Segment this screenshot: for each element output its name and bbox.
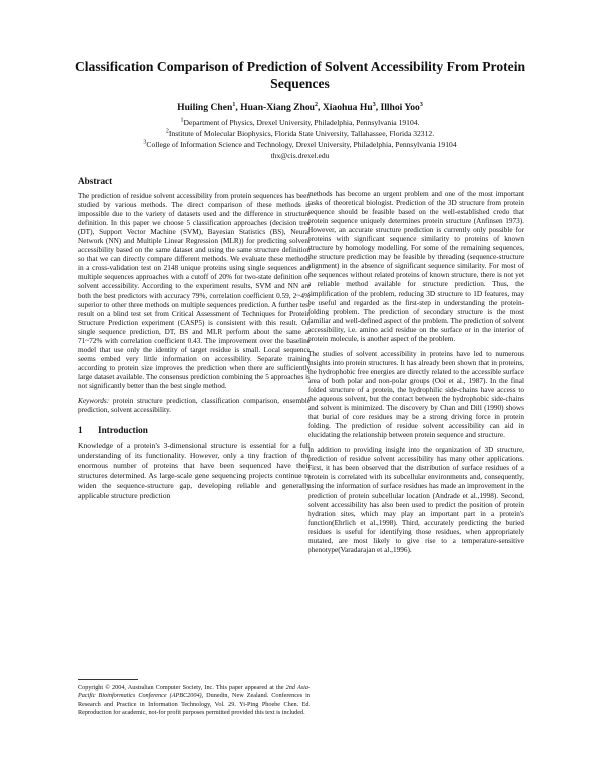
abstract-heading: Abstract xyxy=(78,176,113,186)
author-sup: 1 xyxy=(232,101,236,108)
introduction-heading xyxy=(78,425,310,436)
keywords xyxy=(78,397,310,415)
copyright-notice: Copyright © 2004, Australian Computer Society, Inc. This paper appeared at the 2nd Asia-Pacific Bioinformatics Conference (APBC2004), Dunedin, New Zealand. Conferences in Research and Practice in Information Technology, Vol. 29. Yi-Ping Phoebe Chen. Ed. Reproduction for academic, not-for profit purposes permitted provided this text is included. xyxy=(78,684,311,716)
author-list: Huiling Chen$^1$, Huan-Xiang Zhou$^2$, Xiaohua Hu$^3$, Illhoi Yoo$^3$ xyxy=(177,101,423,113)
section-title: Introduction xyxy=(98,425,148,436)
affiliation-list xyxy=(60,117,540,161)
affiliation: $^2$Institute of Molecular Biophysics, Florida State University, Tallahassee, Florida 32312. xyxy=(165,128,435,138)
author-name: Huan-Xiang Zhou xyxy=(240,102,316,113)
affiliation: $^3$College of Information Science and Technology, Drexel University, Philadelphia, Pennsylvania 19104 xyxy=(143,139,457,149)
author-name: Xiaohua Hu xyxy=(322,102,373,113)
body-paragraph: In addition to providing insight into the organization of 3D structure, prediction of residue solvent accessibility has many other applications. First, it has been observed that the distribution of surface residues of a protein is correlated with its subcellular environments and, consequently, using the information of surface residues has made an improvement in the prediction of protein subcellular location (Andrade et al.,1998). Second, solvent accessibility has also been used to predict the position of protein hydration sites, which may play an important part in a protein's function(Ehrlich et al.,1998). Third, accurately predicting the buried residues is useful for identifying those residues, when appropriately mutated, are most likely to give rise to a temperature-sensitive phenotype(Varadarajan et al.,1996). xyxy=(308,446,524,554)
right-column xyxy=(308,190,524,561)
author-email: thx@cis.drexel.edu xyxy=(270,151,330,160)
paper-title: Classification Comparison of Prediction of Solvent Accessibility From Protein Sequences xyxy=(74,59,526,91)
footnote-divider xyxy=(78,679,138,680)
author-sup: 3 xyxy=(372,101,376,108)
author-sup: 2 xyxy=(315,101,319,108)
author-sup: 3 xyxy=(419,101,423,108)
author-name: Huiling Chen xyxy=(177,102,233,113)
keywords-label: Keywords: xyxy=(78,397,110,406)
affiliation: $^1$Department of Physics, Drexel University, Philadelphia, Pennsylvania 19104. xyxy=(180,117,420,127)
body-paragraph: methods has become an urgent problem and one of the most important tasks of theoretical biologist. Prediction of the 3D structure from protein sequence should be feasible based on the well-established credo that protein sequence uniquely determines protein structure (Anfinsen 1973). However, an accurate structure prediction is currently only possible for proteins with significant sequence similarity to proteins of known structure by homology modelling. For some of the remaining sequences, the structure prediction may be feasible by threading (sequence-structure alignment) in the absence of significant sequence similarity. For most of the sequences without related proteins of known structure, there is not yet a reliable method available for structure prediction. Thus, the simplification of the problem, reducing 3D structure to 1D features, may be useful and regarded as the first-step in understanding the protein-folding problem. The prediction of secondary structure is the most familiar and well-defined aspect of the problem. The prediction of solvent accessibility, i.e. amino acid residue on the surface or in the interior of protein molecule, is another aspect of the problem. xyxy=(308,190,524,343)
body-paragraph: The studies of solvent accessibility in proteins have led to numerous insights into protein structures. It has already been shown that in proteins, the hydrophobic free energies are directly related to the accessible surface area of both polar and non-polar groups (Ooi et al., 1987). In the final folded structure of a protein, the hydrophilic side-chains have access to the aqueous solvent, but the contact between the hydrophobic side-chains and solvent is minimized. The discovery by Chan and Dill (1990) shows that burial of core residues may be a strong driving force in protein folding. The prediction of residue solvent accessibility can aid in elucidating the relationship between protein sequence and structure. xyxy=(308,349,524,440)
abstract-text: The prediction of residue solvent accessibility from protein sequences has been studied by various methods. The direct comparison of these methods is impossible due to the variety of datasets used and the difference in structure definition. In this paper we choose 5 classification approaches (decision tree (DT), Support Vector Machine (SVM), Bayesian Statistics (BS), Neural Network (NN) and Multiple Linear Regression (MLR)) for predicting solvent accessibility based on the same dataset and using the same structure definition so that we can directly compare different methods. We evaluate these methods in a cross-validation test on 2148 unique proteins using single sequences and multiple sequences approaches with a cutoff of 20% for two-state definition of solvent accessibility. According to the experiment results, SVM and NN are both the best predictors with accuracy 79%, correlation coefficient 0.59, 2~4% superior to other three methods on multiple sequences prediction. A further test result on a blind test set from Critical Assessment of Techniques for Protein Structure Prediction experiment (CASP5) is consistent with this result. On single sequence prediction, DT, BS and MLR perform about the same at 71~72% with correlation coefficient 0.43. The improvement over the baseline model that use only the identity of target residue is small. Local sequence seems embed very little information on accessibility. Separate training according to protein size improves the prediction when there are sufficiently large dataset available. The consensus prediction combining the 5 approaches is not significantly better than the best single method. xyxy=(78,192,310,390)
author-name: Illhoi Yoo xyxy=(380,102,420,113)
left-column xyxy=(78,176,310,501)
keywords-text: protein structure prediction, classification comparison, ensemble prediction, solvent accessibility. xyxy=(78,397,311,415)
section-number: 1 xyxy=(78,425,83,436)
introduction-text: Knowledge of a protein's 3-dimensional structure is essential for a full understanding of its functionality. However, only a tiny fraction of the enormous number of proteins that have been sequenced have their structures determined. As large-scale gene sequencing projects continue to widen the sequence-structure gap, developing reliable and generally applicable structure prediction xyxy=(78,441,310,500)
